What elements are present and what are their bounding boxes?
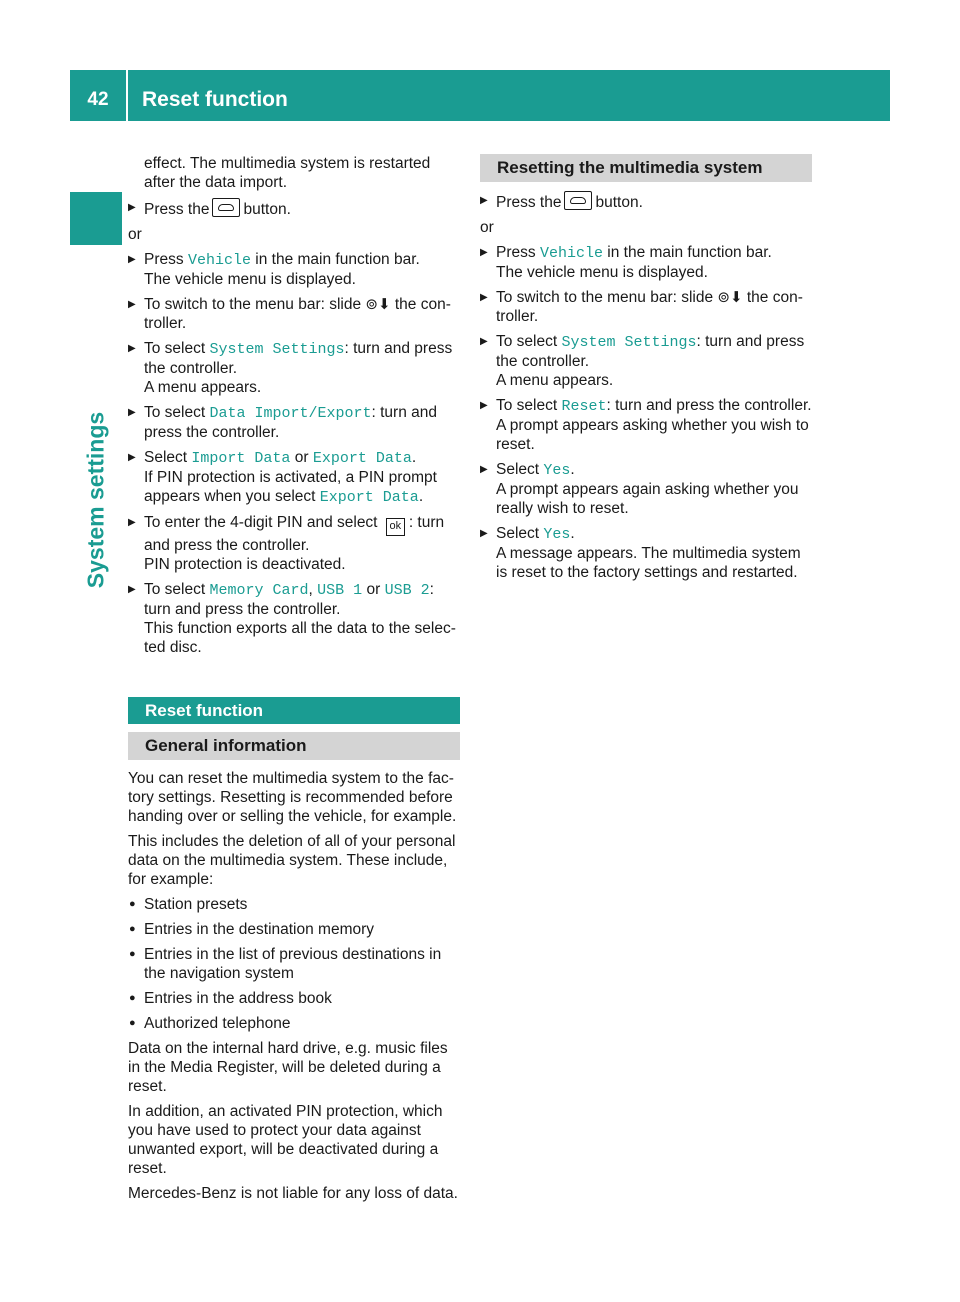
step-note: This function exports all the data to the selec-ted disc. <box>144 620 456 656</box>
step-note: A menu appears. <box>496 372 614 389</box>
controller-slide-icon: ⊚⬇ <box>717 289 743 306</box>
step-switch-menu-bar: ▶ To switch to the menu bar: slide ⊚⬇ the con-troller. <box>128 296 451 332</box>
paragraph: In addition, an activated PIN protection, which you have used to protect your data against unwanted export, will be deactivated during a reset. <box>128 1103 443 1177</box>
or-text: or <box>128 226 142 243</box>
sidebar-section-label: System settings <box>82 411 109 589</box>
step-arrow-icon: ▶ <box>480 400 488 411</box>
step-arrow-icon: ▶ <box>480 247 488 258</box>
step-select-reset: ▶ To select Reset: turn and press the controller. A prompt appears asking whether you wish to reset. <box>480 397 812 453</box>
header-divider <box>126 70 128 121</box>
step-note: The vehicle menu is displayed. <box>144 271 356 288</box>
paragraph: Data on the internal hard drive, e.g. music files in the Media Register, will be deleted during a reset. <box>128 1040 448 1095</box>
menu-item-vehicle: Vehicle <box>187 252 251 269</box>
step-select-yes-first: ▶ Select Yes. A prompt appears again asking whether you really wish to reset. <box>480 461 799 517</box>
controller-slide-icon: ⊚⬇ <box>365 296 391 313</box>
step-select-system-settings: ▶ To select System Settings: turn and press the controller. A menu appears. <box>128 340 453 396</box>
bullet-icon: ● <box>129 1017 136 1029</box>
menu-item-reset: Reset <box>561 398 607 415</box>
step-arrow-icon: ▶ <box>480 464 488 475</box>
step-arrow-icon: ▶ <box>128 254 136 265</box>
menu-item-yes: Yes <box>543 462 571 479</box>
menu-item-usb-1: USB 1 <box>317 582 363 599</box>
step-select-data-import-export: ▶ To select Data Import/Export: turn and press the controller. <box>128 404 438 441</box>
step-note: The vehicle menu is displayed. <box>496 264 708 281</box>
ok-icon: ok <box>386 518 405 536</box>
vehicle-button-icon <box>212 198 240 217</box>
menu-item-data-import-export: Data Import/Export <box>209 405 372 422</box>
paragraph: This includes the deletion of all of your personal data on the multimedia system. These include, for example: <box>128 833 456 888</box>
menu-item-system-settings: System Settings <box>561 334 697 351</box>
step-arrow-icon: ▶ <box>128 343 136 354</box>
step-arrow-icon: ▶ <box>128 517 136 528</box>
step-select-yes-second: ▶ Select Yes. A message appears. The multimedia system is reset to the factory settings and restarted. <box>480 525 801 581</box>
step-press-button: ▶ Press the button. <box>128 198 460 219</box>
section-heading-reset-function: Reset function <box>128 697 460 724</box>
step-note: A menu appears. <box>144 379 262 396</box>
step-arrow-icon: ▶ <box>128 407 136 418</box>
step-select-system-settings: ▶ To select System Settings: turn and press the controller. A menu appears. <box>480 333 805 389</box>
paragraph: You can reset the multimedia system to the fac-tory settings. Resetting is recommended before handing over or selling the vehicle, for example. <box>128 770 457 825</box>
step-arrow-icon: ▶ <box>480 336 488 347</box>
intro-text: effect. The multimedia system is restarted after the data import. <box>144 155 431 191</box>
page-header <box>70 70 890 121</box>
vehicle-button-icon <box>564 191 592 210</box>
step-note: A prompt appears again asking whether you really wish to reset. <box>496 481 799 517</box>
step-press-button: ▶ Press the button. <box>480 191 812 212</box>
list-item: ● Entries in the destination memory <box>129 921 375 938</box>
step-arrow-icon: ▶ <box>128 452 136 463</box>
bullet-icon: ● <box>129 992 136 1004</box>
menu-item-import-data: Import Data <box>191 450 291 467</box>
step-arrow-icon: ▶ <box>480 195 488 206</box>
step-arrow-icon: ▶ <box>128 584 136 595</box>
right-column <box>480 154 812 588</box>
step-select-import-export: ▶ Select Import Data or Export Data. If PIN protection is activated, a PIN prompt appears when you select Export Data. <box>128 449 437 506</box>
menu-item-yes: Yes <box>543 526 571 543</box>
step-enter-pin: ▶ To enter the 4-digit PIN and select ok : turn and press the controller. PIN protection is deactivated. <box>128 514 445 573</box>
step-press-vehicle: ▶ Press Vehicle in the main function bar. The vehicle menu is displayed. <box>128 251 420 288</box>
subsection-heading-general-info: General information <box>128 732 460 760</box>
menu-item-export-data: Export Data <box>319 489 419 506</box>
step-note: PIN protection is deactivated. <box>144 556 346 573</box>
step-select-disc: ▶ To select Memory Card, USB 1 or USB 2: turn and press the controller. This function exports all the data to the selec-ted disc. <box>128 581 456 656</box>
list-item: ● Entries in the address book <box>129 990 332 1007</box>
menu-item-usb-2: USB 2 <box>384 582 430 599</box>
menu-item-vehicle: Vehicle <box>539 245 603 262</box>
list-item: ● Station presets <box>129 896 248 913</box>
step-switch-menu-bar: ▶ To switch to the menu bar: slide ⊚⬇ the con-troller. <box>480 289 803 325</box>
or-text: or <box>480 219 494 236</box>
left-column <box>128 154 460 1209</box>
sidebar-tab-marker <box>70 192 122 245</box>
list-item: ● Entries in the list of previous destinations in the navigation system <box>129 946 442 982</box>
menu-item-export-data: Export Data <box>312 450 412 467</box>
page-title: Reset function <box>142 88 288 111</box>
menu-item-system-settings: System Settings <box>209 341 345 358</box>
bullet-icon: ● <box>129 898 136 910</box>
step-arrow-icon: ▶ <box>128 202 136 213</box>
step-arrow-icon: ▶ <box>480 528 488 539</box>
list-item: ● Authorized telephone <box>129 1015 291 1032</box>
menu-item-memory-card: Memory Card <box>209 582 309 599</box>
page-number: 42 <box>87 89 109 110</box>
paragraph: Mercedes-Benz is not liable for any loss of data. <box>128 1185 458 1202</box>
step-note: A message appears. The multimedia system is reset to the factory settings and restarted. <box>496 545 801 581</box>
step-arrow-icon: ▶ <box>480 292 488 303</box>
step-note: A prompt appears asking whether you wish to reset. <box>496 417 809 453</box>
section-heading-resetting: Resetting the multimedia system <box>480 154 812 182</box>
step-arrow-icon: ▶ <box>128 299 136 310</box>
bullet-icon: ● <box>129 923 136 935</box>
bullet-icon: ● <box>129 948 136 960</box>
step-press-vehicle: ▶ Press Vehicle in the main function bar. The vehicle menu is displayed. <box>480 244 772 281</box>
